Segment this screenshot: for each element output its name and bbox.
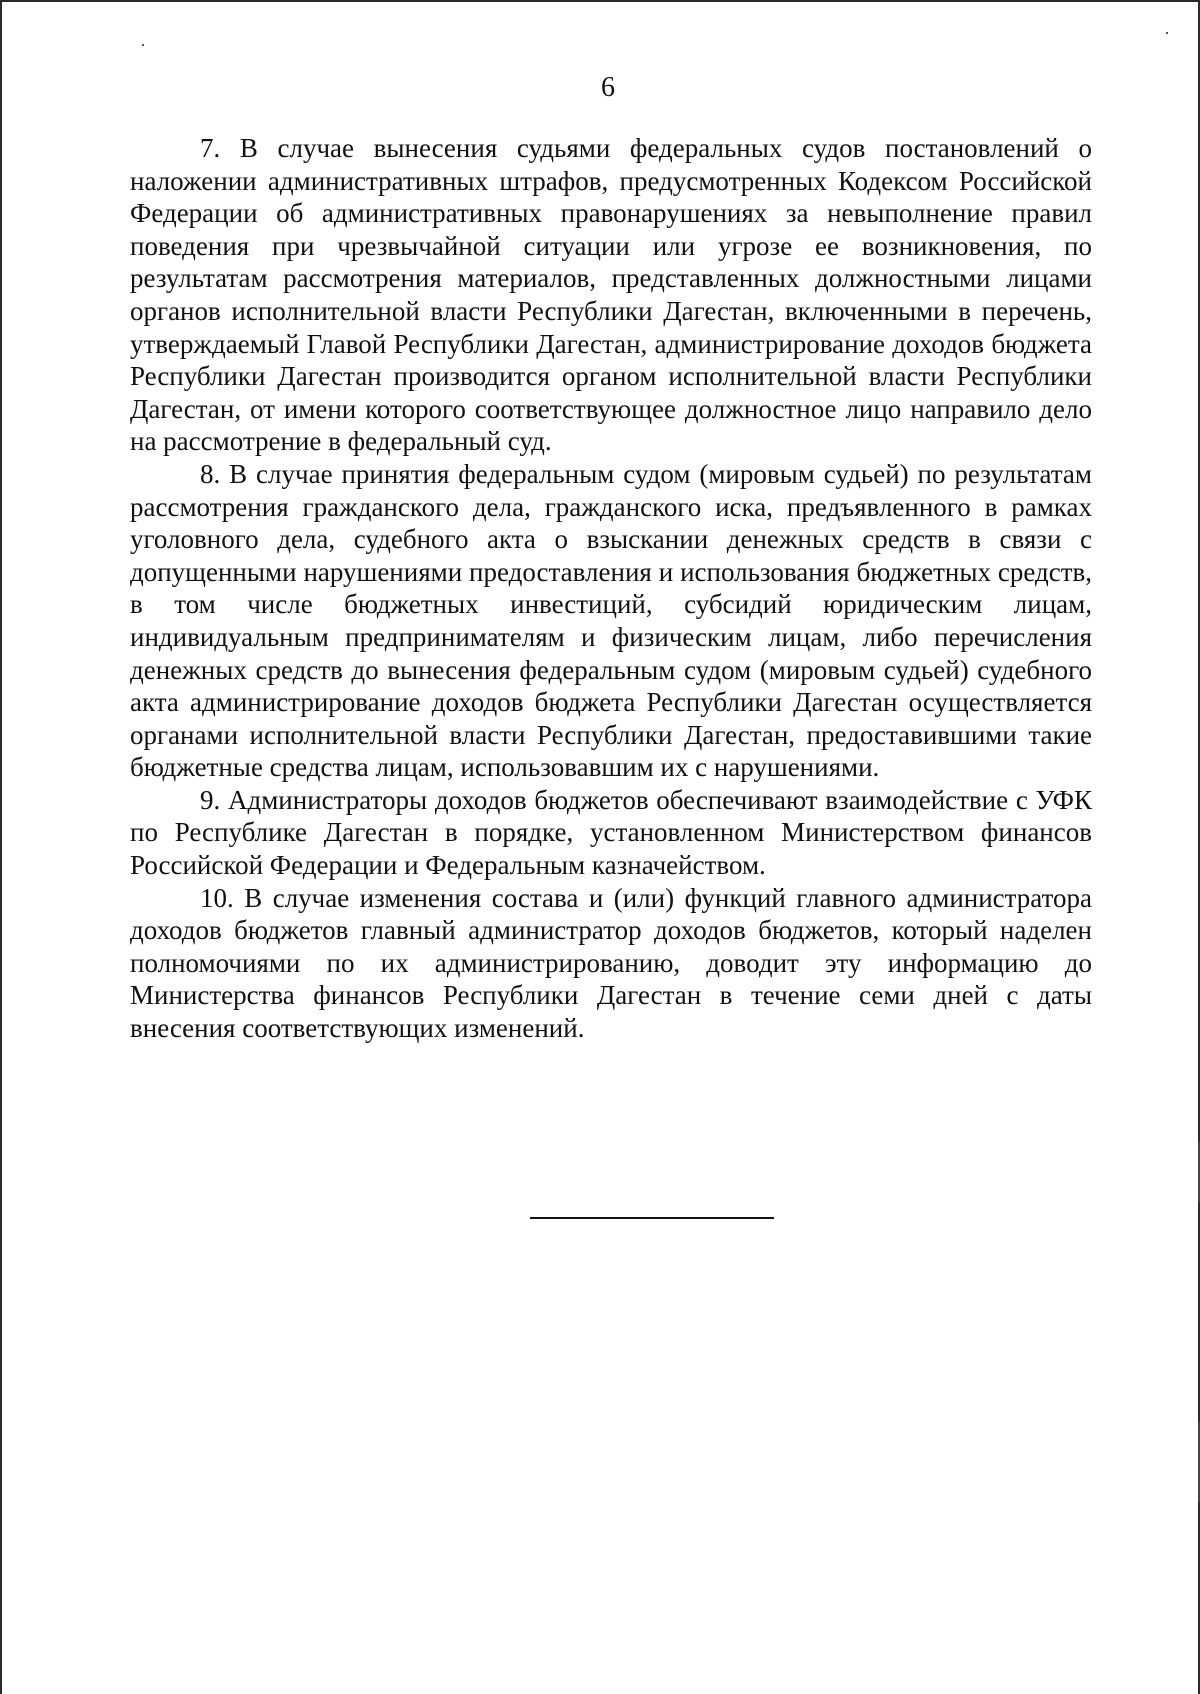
paragraph-8: 8. В случае принятия федеральным судом (мировым судьей) по результатам рассмотрения гражданского дела, гражданского иска, предъявленного в рамках уголовного дела, судебного акта о взыскании денежных средств в связи с допущенными нарушениями предоставления и использования бюджетных средств, в том числе бюджетных инвестиций, субсидий юридическим лицам, индивидуальным предпринимателям и физическим лицам, либо перечисления денежных средств до вынесения федеральным судом (мировым судьей) судебного акта администрирование доходов бюджета Республики Дагестан осуществляется органами исполнительной власти Республики Дагестан, предоставившими такие бюджетные средства лицам, использовавшим их с нарушениями.	[130, 458, 1092, 783]
paragraph-7: 7. В случае вынесения судьями федеральных судов постановлений о наложении административных штрафов, предусмотренных Кодексом Российской Федерации об административных правонарушениях за невыполнение правил поведения при чрезвычайной ситуации или угрозе ее возникновения, по результатам рассмотрения материалов, представленных должностными лицами органов исполнительной власти Республики Дагестан, включенными в перечень, утверждаемый Главой Республики Дагестан, администрирование доходов бюджета Республики Дагестан производится органом исполнительной власти Республики Дагестан, от имени которого соответствующее должностное лицо направило дело на рассмотрение в федеральный суд.	[130, 133, 1092, 457]
scan-speck	[1166, 32, 1168, 34]
page-number: 6	[601, 72, 615, 103]
document-body	[130, 132, 1092, 1045]
paragraph-9: 9. Администраторы доходов бюджетов обеспечивают взаимодействие с УФК по Республике Дагестан в порядке, установленном Министерством финансов Российской Федерации и Федеральным казначейством.	[130, 784, 1092, 881]
end-of-document-rule	[530, 1217, 774, 1219]
paragraph-10: 10. В случае изменения состава и (или) функций главного администратора доходов бюджетов главный администратор доходов бюджетов, который наделен полномочиями по их администрированию, доводит эту информацию до Министерства финансов Республики Дагестан в течение семи дней с даты внесения соответствующих изменений.	[130, 882, 1092, 1044]
scan-speck	[142, 44, 144, 46]
